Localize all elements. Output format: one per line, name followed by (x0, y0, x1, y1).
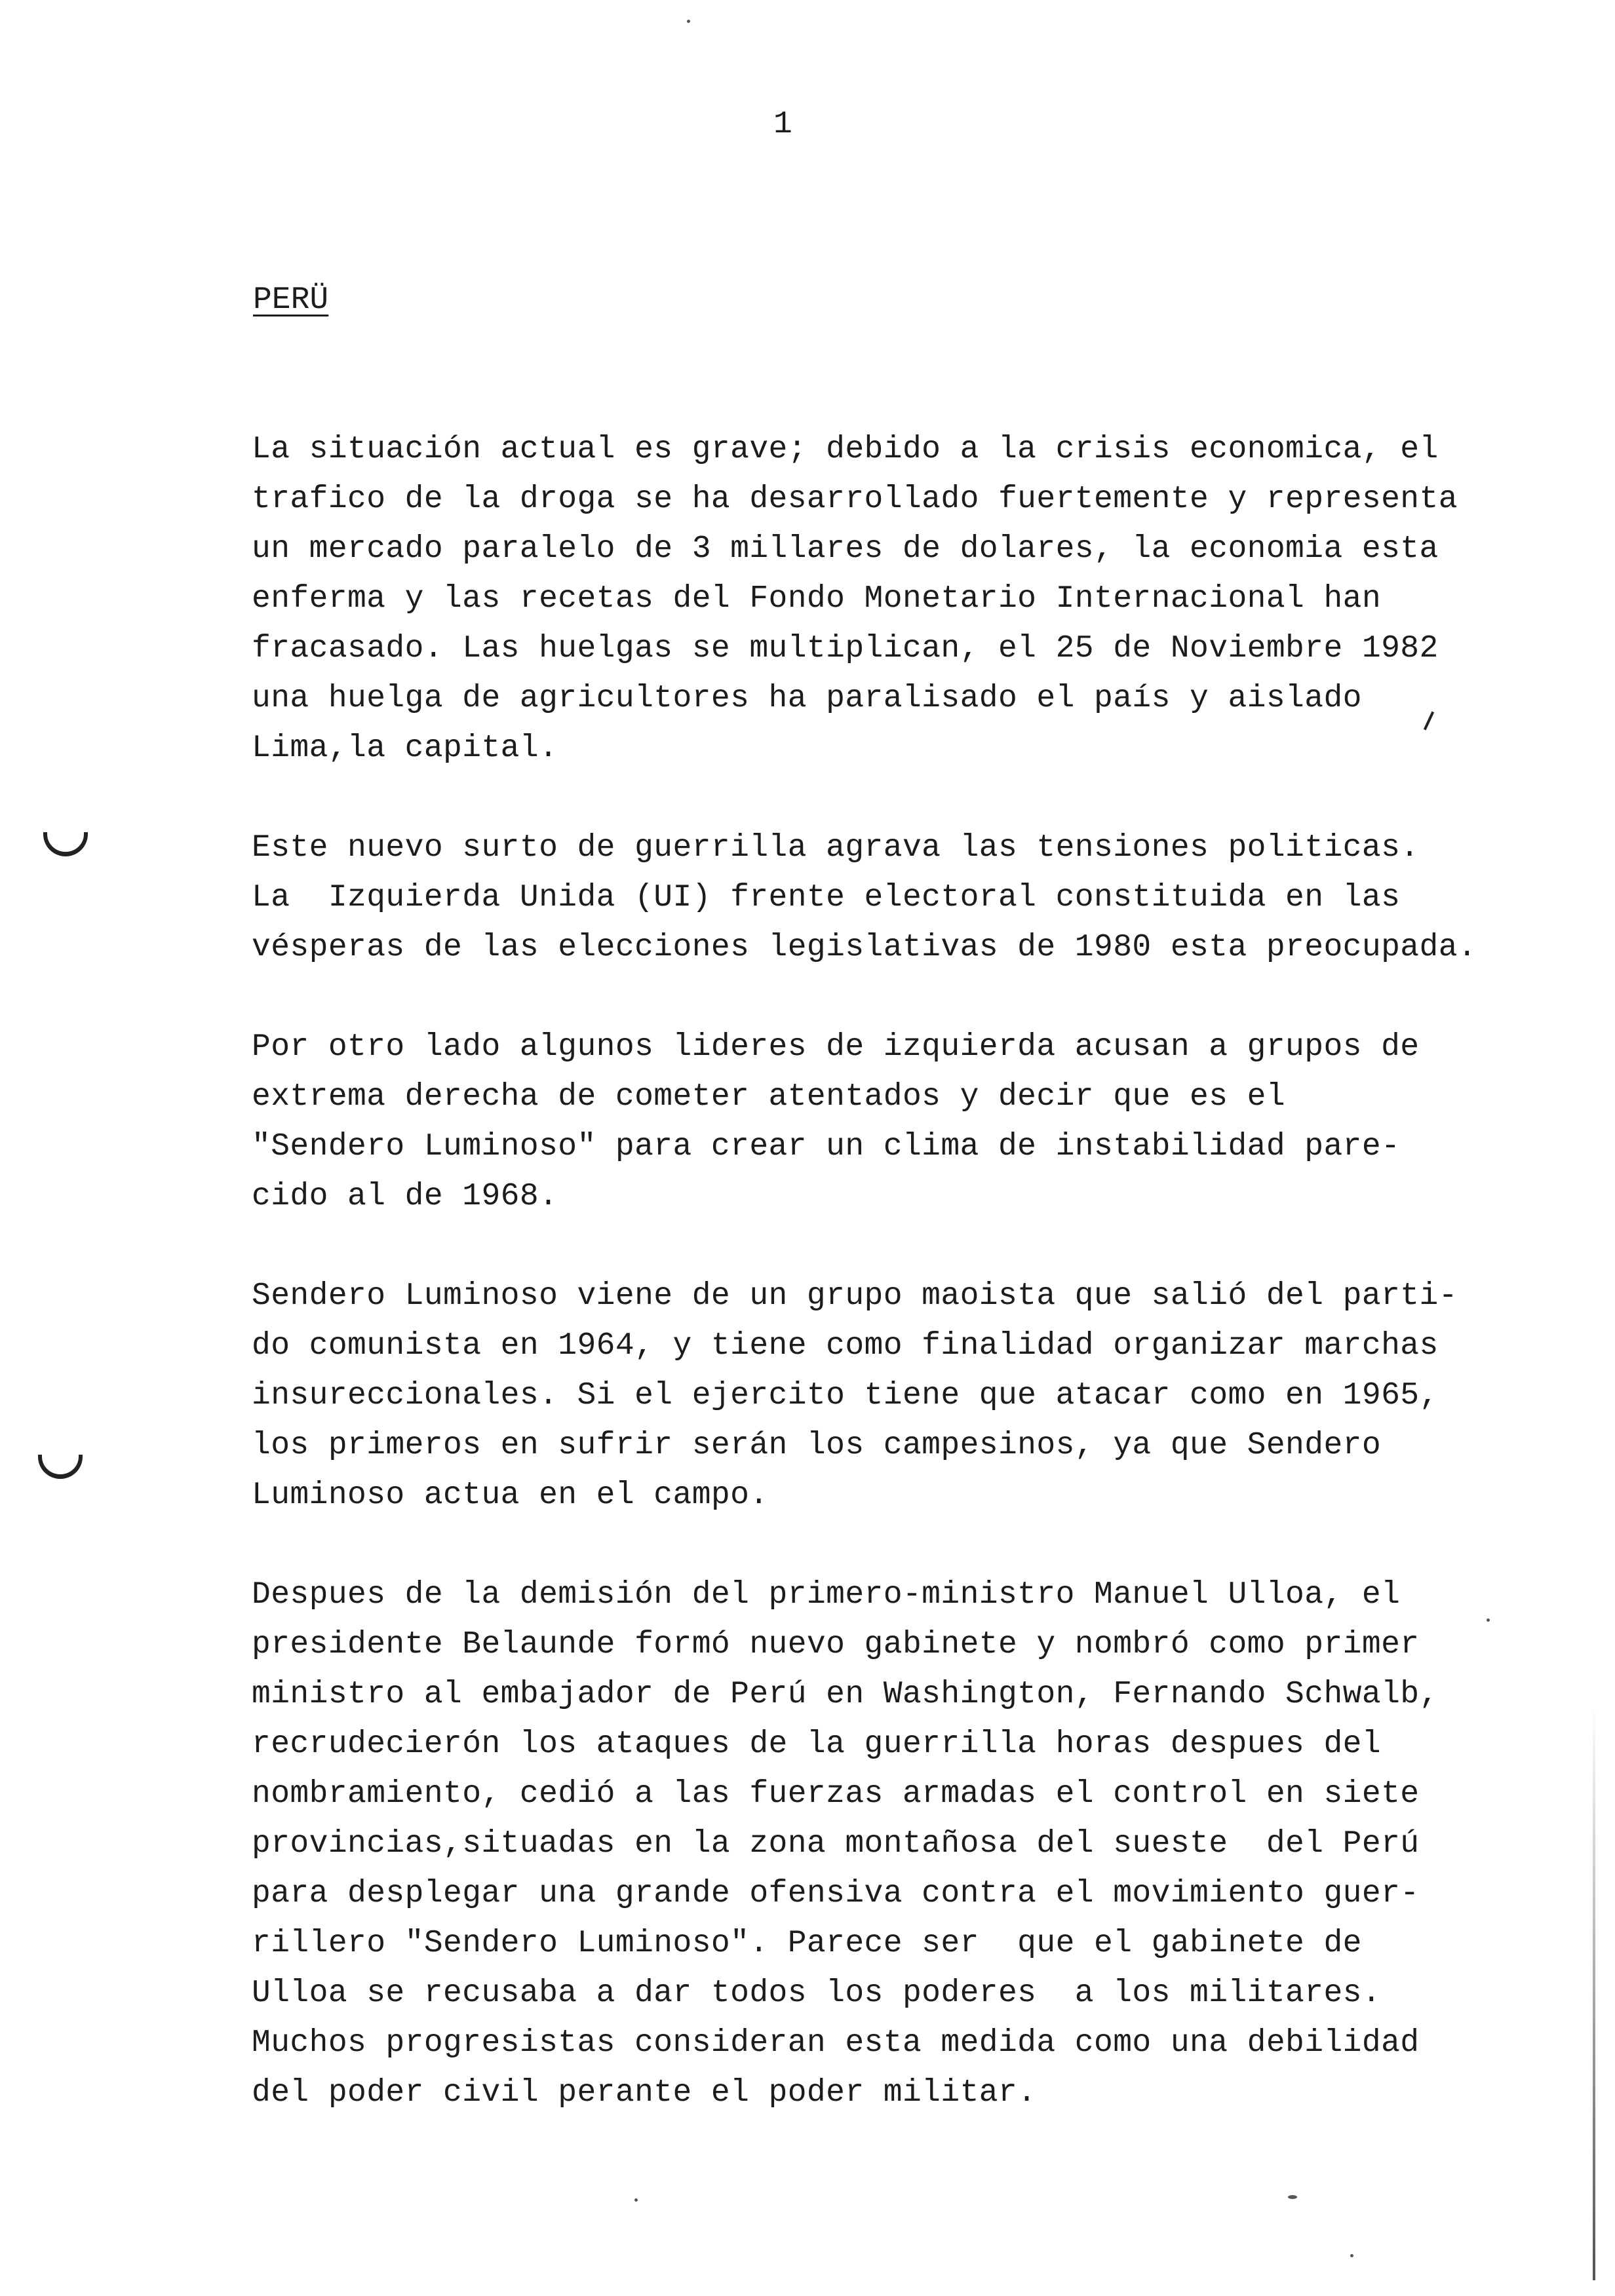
text-line: una huelga de agricultores ha paralisado el país y aislado (252, 681, 1362, 716)
paragraph-5 (252, 1570, 1563, 2118)
scan-speck (1288, 2195, 1297, 2199)
text-line: provincias,situadas en la zona montañosa del sueste del Perú (252, 1826, 1420, 1862)
scan-speck (1487, 1618, 1490, 1622)
text-line: nombramiento, cedió a las fuerzas armadas el control en siete (252, 1776, 1420, 1812)
page-edge-shadow (1593, 1704, 1595, 2280)
text-line: Este nuevo surto de guerrilla agrava las tensiones politicas. (252, 830, 1420, 866)
text-line: vésperas de las elecciones legislativas de 1980 esta preocupada. (252, 930, 1477, 965)
page-number: 1 (773, 107, 792, 142)
text-line: Ulloa se recusaba a dar todos los poderes a los militares. (252, 1976, 1382, 2011)
punch-hole-mark (38, 1455, 83, 1479)
text-line: los primeros en sufrir serán los campesinos, ya que Sendero (252, 1428, 1382, 1463)
text-line: Por otro lado algunos lideres de izquierda acusan a grupos de (252, 1029, 1420, 1065)
text-line: un mercado paralelo de 3 millares de dolares, la economia esta (252, 531, 1439, 567)
text-line: presidente Belaunde formó nuevo gabinete y nombró como primer (252, 1627, 1420, 1662)
text-line: La Izquierda Unida (UI) frente electoral constituida en las (252, 880, 1401, 915)
text-line: La situación actual es grave; debido a la crisis economica, el (252, 432, 1439, 467)
text-line: Luminoso actua en el campo. (252, 1478, 769, 1513)
paragraph-4 (252, 1271, 1563, 1520)
text-line: trafico de la droga se ha desarrollado fuertemente y representa (252, 482, 1458, 517)
text-line: enferma y las recetas del Fondo Monetario Internacional han (252, 581, 1382, 617)
text-line: del poder civil perante el poder militar. (252, 2075, 1037, 2111)
scan-speck (687, 20, 690, 23)
text-line: Muchos progresistas consideran esta medida como una debilidad (252, 2025, 1420, 2061)
paragraph-2 (252, 823, 1563, 972)
paragraph-3 (252, 1022, 1563, 1221)
text-line: recrudecierón los ataques de la guerrilla horas despues del (252, 1727, 1382, 1762)
text-line: do comunista en 1964, y tiene como finalidad organizar marchas (252, 1328, 1439, 1364)
text-line: para desplegar una grande ofensiva contra el movimiento guer- (252, 1876, 1420, 1911)
page-heading: PERÜ (253, 282, 329, 318)
scan-speck (1350, 2254, 1353, 2257)
text-line: extrema derecha de cometer atentados y decir que es el (252, 1079, 1286, 1115)
text-line: "Sendero Luminoso" para crear un clima de instabilidad pare- (252, 1129, 1401, 1164)
text-line: Lima,la capital. (252, 731, 558, 766)
text-line: rillero "Sendero Luminoso". Parece ser que el gabinete de (252, 1926, 1362, 1961)
text-line: fracasado. Las huelgas se multiplican, el 25 de Noviembre 1982 (252, 631, 1439, 666)
text-line: ministro al embajador de Perú en Washington, Fernando Schwalb, (252, 1677, 1439, 1712)
scan-speck (634, 2198, 638, 2202)
text-line: Despues de la demisión del primero-ministro Manuel Ulloa, el (252, 1577, 1401, 1613)
text-line: insureccionales. Si el ejercito tiene que atacar como en 1965, (252, 1378, 1439, 1413)
text-line: cido al de 1968. (252, 1179, 558, 1214)
paragraph-1 (252, 425, 1563, 773)
punch-hole-mark (43, 832, 88, 856)
text-line: Sendero Luminoso viene de un grupo maoista que salió del parti- (252, 1278, 1458, 1314)
